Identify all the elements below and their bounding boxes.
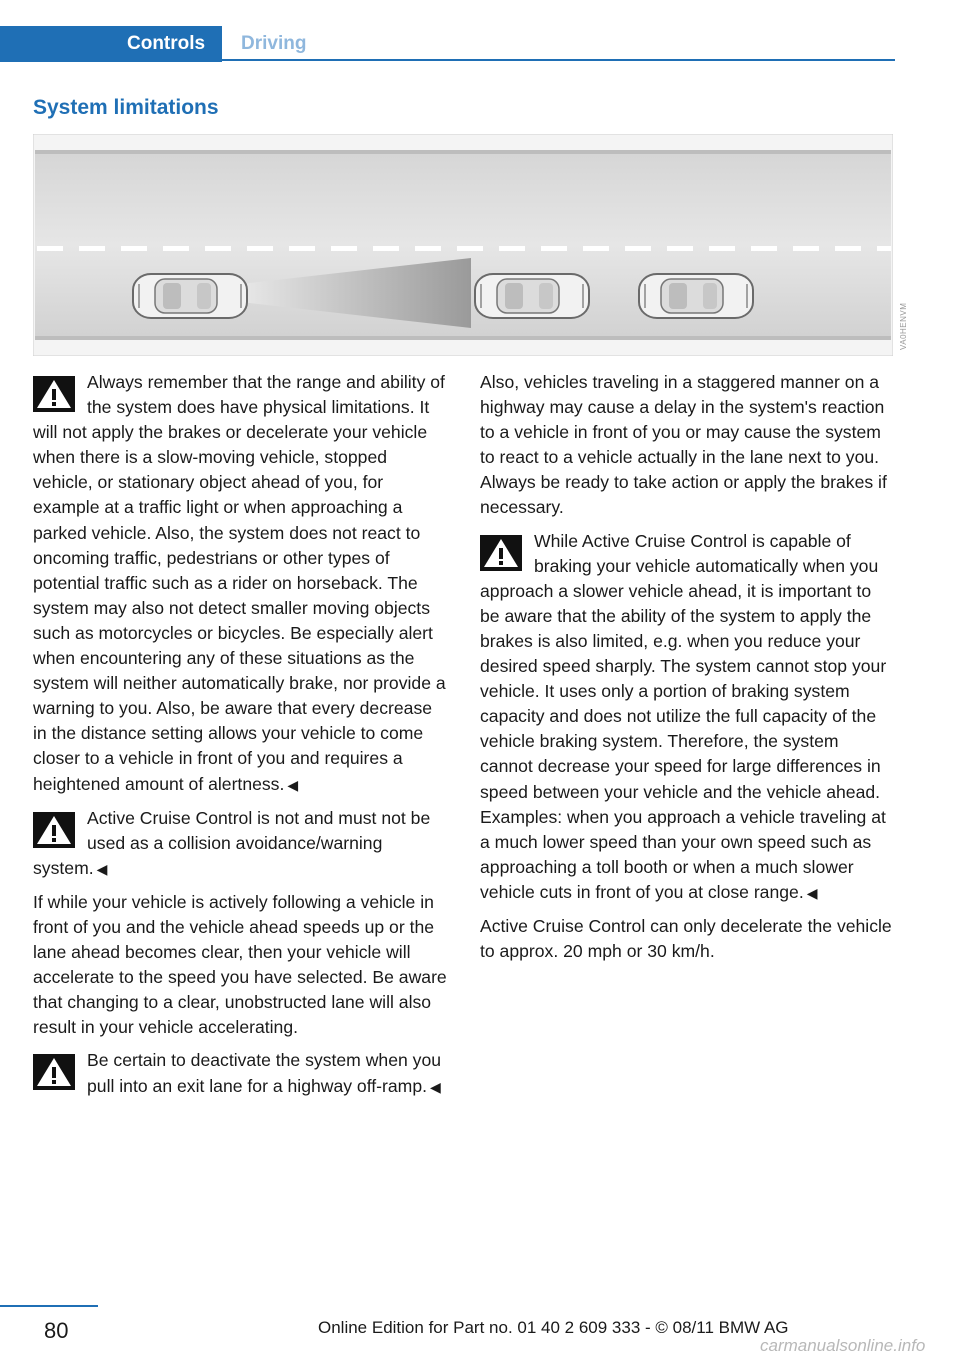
header-tabbar bbox=[0, 26, 895, 62]
paragraph-text: Also, vehicles traveling in a staggered manner on a highway may cause a delay in the system's reaction to a vehicle in front of you or may cause the system to react to a vehicle actually in the lane next to you. Always be ready to take action or apply the brakes if necessary. bbox=[480, 372, 887, 518]
figure-code: VA0HENVM bbox=[899, 302, 908, 350]
tab-driving[interactable]: Driving bbox=[241, 33, 307, 54]
paragraph-text: Active Cruise Control can only decelerate the vehicle to approx. 20 mph or 30 km/h. bbox=[480, 915, 892, 962]
end-mark-icon: ◀ bbox=[430, 1078, 441, 1095]
column-right bbox=[480, 370, 895, 972]
warning-paragraph bbox=[33, 806, 448, 882]
paragraph-text: Active Cruise Control is not and must not be used as a collision avoidance/warning system. bbox=[33, 807, 431, 878]
paragraph-text: If while your vehicle is actively following a vehicle in front of you and the vehicle ahead speeds up or the lane ahead becomes clear, then your vehicle will accelerate to the speed you have selected. Be aware that changing to a clear, unobstructed lane will also result in your vehicle accelerating. bbox=[33, 891, 447, 1038]
paragraph-text: Always remember that the range and ability of the system does have physical limitations. It will not apply the brakes or decelerate your vehicle when there is a slow-moving vehicle, stopped vehicle, or stationary object ahead of you, for example at a traffic light or when approaching a parked vehicle. Also, the system does not react to oncoming traffic, pedestrians or other types of potential traffic such as a rider on horseback. The system may also not detect smaller moving objects such as motorcycles or bicycles. Be especially alert when encountering any of these situations as the system will neither automatically brake, nor provide a warning to you. Also, be aware that every decrease in the distance setting allows your vehicle to come closer to a vehicle in front of you and requires a heightened amount of alertness. bbox=[33, 372, 446, 794]
page-number: 80 bbox=[44, 1318, 69, 1343]
page-number-rule bbox=[0, 1305, 98, 1307]
header-rule bbox=[222, 59, 895, 61]
watermark: carmanualsonline.info bbox=[760, 1336, 926, 1355]
tab-controls[interactable]: Controls bbox=[0, 26, 222, 62]
acc-illustration bbox=[33, 134, 893, 356]
warning-triangle-icon bbox=[33, 812, 75, 848]
warning-paragraph bbox=[480, 529, 895, 906]
end-mark-icon: ◀ bbox=[806, 884, 818, 901]
warning-triangle-icon bbox=[480, 535, 522, 571]
body-paragraph bbox=[480, 370, 895, 521]
section-title: System limitations bbox=[33, 96, 219, 119]
paragraph-text: While Active Cruise Control is capable of braking your vehicle automatically when you approach a slower vehicle ahead, it is important to be aware that the ability of the system to apply the brakes is also limited, e.g. when you reduce your desired speed sharply. The system cannot stop your vehicle. It uses only a portion of braking system capacity and does not utilize the full capacity of the vehicle braking system. Therefore, the system cannot decrease your speed for large differences in speed between your vehicle and the vehicle ahead. Examples: when you approach a vehicle traveling at a much lower speed than your own speed such as approaching a toll booth or when a much slower vehicle cuts in front of you at close range. bbox=[480, 530, 887, 902]
end-mark-icon: ◀ bbox=[287, 776, 299, 793]
body-paragraph bbox=[480, 914, 895, 964]
column-left bbox=[33, 370, 448, 1108]
lane-markings bbox=[37, 246, 891, 251]
body-paragraph bbox=[33, 890, 448, 1041]
warning-paragraph bbox=[33, 370, 448, 798]
warning-paragraph bbox=[33, 1048, 448, 1099]
footer-edition: Online Edition for Part no. 01 40 2 609 333 - © 08/11 BMW AG bbox=[318, 1318, 789, 1337]
warning-triangle-icon bbox=[33, 376, 75, 412]
end-mark-icon: ◀ bbox=[96, 860, 108, 877]
warning-triangle-icon bbox=[33, 1054, 75, 1090]
own-car-icon bbox=[133, 274, 247, 318]
paragraph-text: Be certain to deactivate the system when you pull into an exit lane for a highway off-ramp. bbox=[87, 1050, 442, 1096]
car-ahead-icon bbox=[475, 274, 589, 318]
car-far-icon bbox=[639, 274, 753, 318]
